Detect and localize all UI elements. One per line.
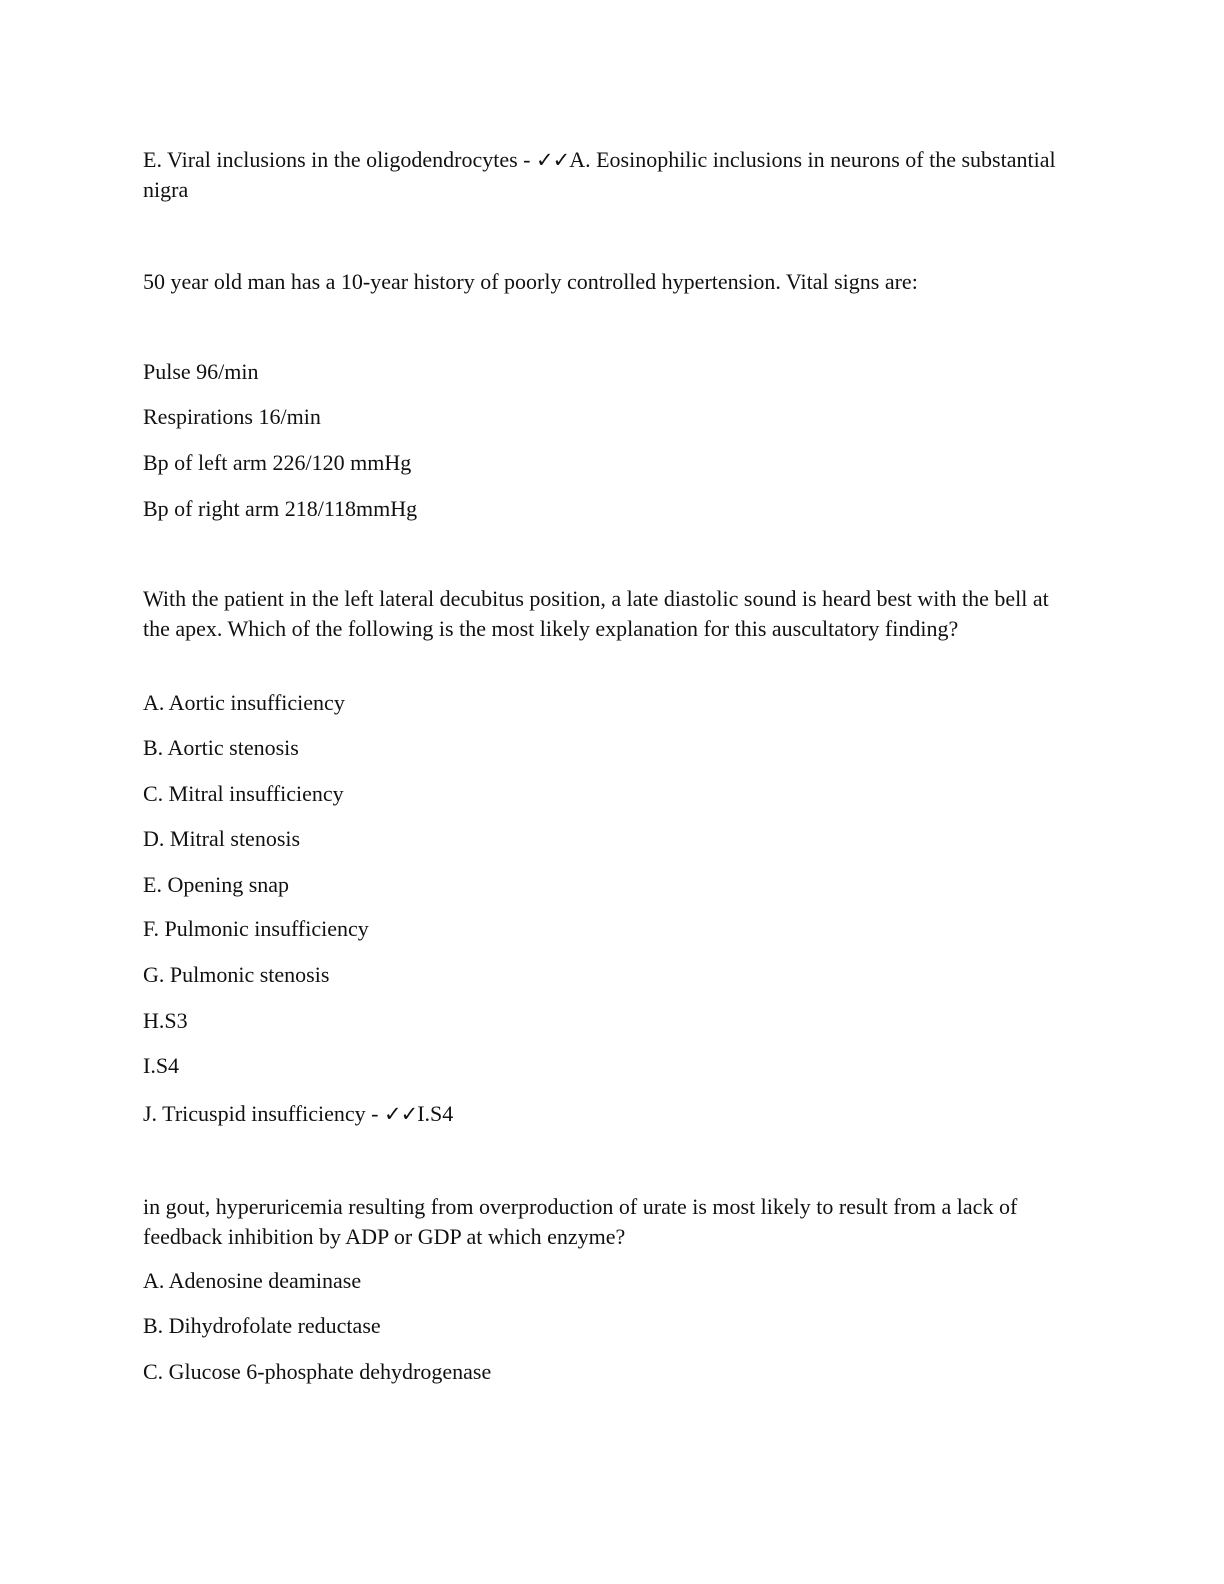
q2-option-i: I.S4 (143, 1053, 180, 1078)
q2-answer: I.S4 (417, 1101, 454, 1126)
q2-option-c: C. Mitral insufficiency (143, 781, 344, 806)
q2-question: With the patient in the left lateral decubitus position, a late diastolic sound is heard best with the bell at the apex. Which of the following is the most likely explanation for this auscultatory finding? (143, 586, 1049, 641)
q2-intro: 50 year old man has a 10-year history of poorly controlled hypertension. Vital signs are: (143, 269, 918, 294)
q1-answer-line (143, 145, 1073, 205)
checkmark-icon: ✓✓ (383, 1102, 418, 1126)
q3-option-c: C. Glucose 6-phosphate dehydrogenase (143, 1359, 492, 1384)
q2-option-g: G. Pulmonic stenosis (143, 962, 330, 987)
q2-option-e: E. Opening snap (143, 872, 290, 897)
q2-option-j: J. Tricuspid insufficiency - (143, 1101, 384, 1126)
vital-bp-left: Bp of left arm 226/120 mmHg (143, 450, 412, 475)
q2-option-j-answer-line (143, 1099, 1073, 1129)
vital-bp-right: Bp of right arm 218/118mmHg (143, 496, 418, 521)
q3-option-b: B. Dihydrofolate reductase (143, 1313, 381, 1338)
q2-option-d: D. Mitral stenosis (143, 826, 301, 851)
q2-option-f: F. Pulmonic insufficiency (143, 916, 369, 941)
q3-question: in gout, hyperuricemia resulting from overproduction of urate is most likely to result from a lack of feedback inhibition by ADP or GDP at which enzyme? (143, 1194, 1018, 1249)
q1-answer: A. Eosinophilic inclusions in neurons of the substantial nigra (143, 147, 1056, 202)
vital-respirations: Respirations 16/min (143, 404, 321, 429)
q1-last-option: E. Viral inclusions in the oligodendrocytes - (143, 147, 536, 172)
q3-option-a: A. Adenosine deaminase (143, 1268, 362, 1293)
q2-option-a: A. Aortic insufficiency (143, 690, 345, 715)
q2-option-h: H.S3 (143, 1008, 188, 1033)
q2-option-b: B. Aortic stenosis (143, 735, 299, 760)
vital-pulse: Pulse 96/min (143, 359, 259, 384)
checkmark-icon: ✓✓ (535, 148, 570, 172)
